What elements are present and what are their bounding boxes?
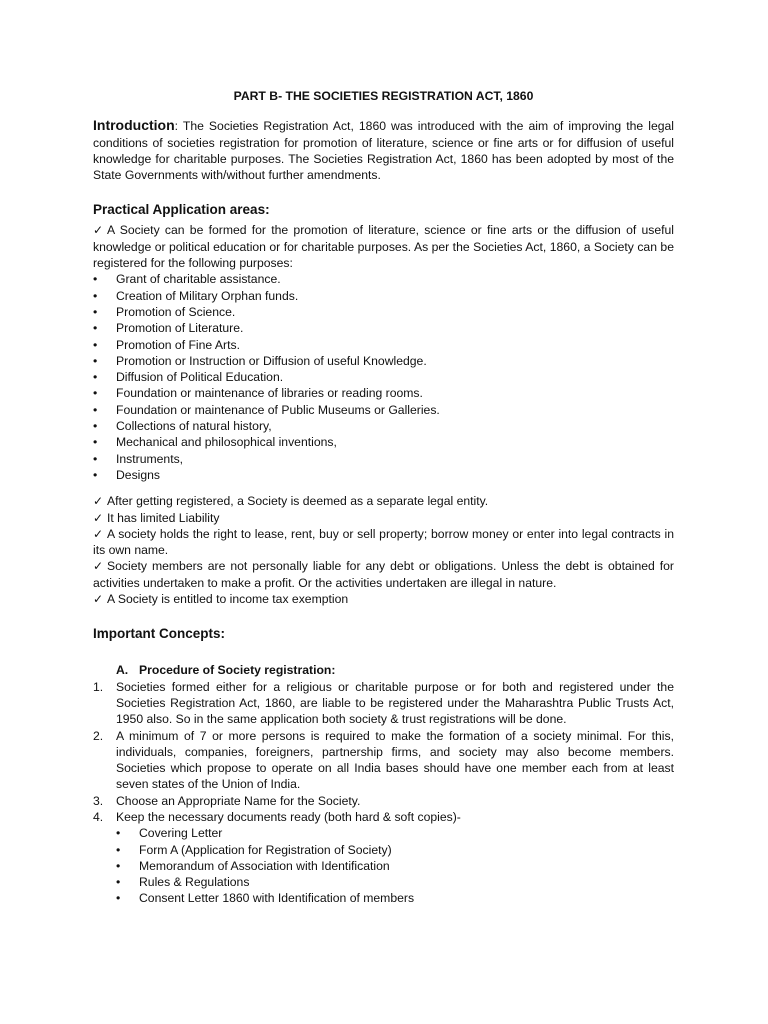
list-item-text: Foundation or maintenance of Public Museums or Galleries. bbox=[116, 402, 440, 417]
step-number: 4. bbox=[93, 809, 104, 824]
checkmark-icon: ✓ bbox=[93, 592, 104, 607]
list-item bbox=[93, 385, 674, 401]
point-item bbox=[93, 558, 674, 591]
list-item-text: Mechanical and philosophical inventions, bbox=[116, 435, 337, 450]
practical-points bbox=[93, 493, 674, 607]
practical-lead-text: A Society can be formed for the promotion of literature, science or fine arts or the diffusion of useful knowledge or political education or for charitable purposes. As per the Societies Act, 1860, a Society can be registered for the following purposes: bbox=[93, 223, 674, 271]
list-item-text: Promotion or Instruction or Diffusion of useful Knowledge. bbox=[116, 353, 427, 368]
practical-heading: Practical Application areas: bbox=[93, 202, 270, 218]
bullet-icon: • bbox=[93, 402, 98, 417]
bullet-icon: • bbox=[116, 875, 121, 890]
list-item-text: Promotion of Science. bbox=[116, 304, 236, 319]
list-item bbox=[93, 825, 674, 841]
point-text: It has limited Liability bbox=[107, 510, 220, 525]
step-text: A minimum of 7 or more persons is required to make the formation of a society minimal. For this, individuals, companies, foreigners, partnership firms, and society may also become members. Societies which propose to operate on all India bases should have one member each from at least seven states of the Union of India. bbox=[116, 728, 674, 792]
list-item-text: Rules & Regulations bbox=[139, 875, 250, 890]
list-item bbox=[93, 728, 674, 793]
list-item-text: Grant of charitable assistance. bbox=[116, 272, 281, 287]
list-item bbox=[93, 288, 674, 304]
point-item bbox=[93, 526, 674, 559]
checkmark-icon: ✓ bbox=[93, 510, 104, 525]
list-item bbox=[93, 842, 674, 858]
bullet-icon: • bbox=[116, 842, 121, 857]
procedure-subheading bbox=[93, 662, 674, 678]
list-item-text: Promotion of Fine Arts. bbox=[116, 337, 240, 352]
intro-heading: Introduction bbox=[93, 117, 175, 134]
list-item-text: Consent Letter 1860 with Identification of members bbox=[139, 891, 415, 906]
checkmark-icon: ✓ bbox=[93, 223, 104, 238]
point-item bbox=[93, 493, 674, 509]
list-item-text: Memorandum of Association with Identification bbox=[139, 858, 390, 873]
checkmark-icon: ✓ bbox=[93, 526, 104, 541]
step-text: Choose an Appropriate Name for the Society. bbox=[116, 793, 361, 808]
point-item bbox=[93, 510, 674, 526]
list-item-text: Creation of Military Orphan funds. bbox=[116, 288, 299, 303]
list-item bbox=[93, 353, 674, 369]
point-text: A society holds the right to lease, rent, buy or sell property; borrow money or enter into legal contracts in its own name. bbox=[93, 526, 674, 558]
point-text: A Society is entitled to income tax exemption bbox=[107, 592, 349, 607]
list-item bbox=[93, 304, 674, 320]
intro-text: : The Societies Registration Act, 1860 was introduced with the aim of improving the legal conditions of societies registration for promotion of literature, science or fine arts or for diffusion of useful knowledge for charitable purposes. The Societies Registration Act, 1860 has been adopted by most of the State Governments with/without further amendments. bbox=[93, 119, 674, 183]
list-item bbox=[93, 809, 674, 825]
step-text: Keep the necessary documents ready (both hard & soft copies)- bbox=[116, 809, 461, 824]
document-title: PART B- THE SOCIETIES REGISTRATION ACT, 1860 bbox=[233, 89, 534, 103]
bullet-icon: • bbox=[93, 272, 98, 287]
step-text: Societies formed either for a religious or charitable purpose or for both and registered under the Societies Registration Act, 1860, are liable to be registered under the Maharashtra Public Trusts Act, 1950 also. So in the same application both society & trust registrations will be done. bbox=[116, 679, 674, 727]
list-item-text: Instruments, bbox=[116, 451, 184, 466]
bullet-icon: • bbox=[93, 370, 98, 385]
list-item bbox=[93, 451, 674, 467]
documents-list bbox=[93, 825, 674, 906]
list-item bbox=[93, 271, 674, 287]
intro-paragraph bbox=[93, 117, 674, 183]
bullet-icon: • bbox=[93, 321, 98, 336]
point-text: After getting registered, a Society is deemed as a separate legal entity. bbox=[107, 494, 489, 509]
bullet-icon: • bbox=[116, 826, 121, 841]
list-item bbox=[93, 418, 674, 434]
list-item-text: Collections of natural history, bbox=[116, 419, 272, 434]
list-item bbox=[93, 874, 674, 890]
list-item bbox=[93, 467, 674, 483]
checkmark-icon: ✓ bbox=[93, 494, 104, 509]
step-number: 2. bbox=[93, 728, 104, 743]
list-item-text: Form A (Application for Registration of Society) bbox=[139, 842, 392, 857]
step-number: 3. bbox=[93, 793, 104, 808]
list-item-text: Foundation or maintenance of libraries or reading rooms. bbox=[116, 386, 423, 401]
bullet-icon: • bbox=[93, 435, 98, 450]
bullet-icon: • bbox=[93, 304, 98, 319]
bullet-icon: • bbox=[93, 419, 98, 434]
list-item bbox=[93, 320, 674, 336]
bullet-icon: • bbox=[93, 288, 98, 303]
bullet-icon: • bbox=[93, 337, 98, 352]
checkmark-icon: ✓ bbox=[93, 559, 104, 574]
subheading-letter: A. bbox=[116, 663, 129, 678]
list-item bbox=[93, 402, 674, 418]
concepts-heading: Important Concepts: bbox=[93, 626, 226, 642]
list-item-text: Covering Letter bbox=[139, 826, 223, 841]
procedure-steps bbox=[93, 679, 674, 826]
practical-lead bbox=[93, 222, 674, 271]
list-item bbox=[93, 434, 674, 450]
subheading-text: Procedure of Society registration: bbox=[139, 663, 336, 678]
bullet-icon: • bbox=[93, 451, 98, 466]
list-item bbox=[93, 793, 674, 809]
step-number: 1. bbox=[93, 679, 104, 694]
bullet-icon: • bbox=[116, 858, 121, 873]
list-item bbox=[93, 337, 674, 353]
point-text: Society members are not personally liable for any debt or obligations. Unless the debt is obtained for activities undertaken to make a profit. Or the activities undertaken are illegal in nature. bbox=[93, 559, 674, 590]
purposes-list bbox=[93, 271, 674, 483]
list-item bbox=[93, 858, 674, 874]
document-body bbox=[93, 88, 674, 907]
bullet-icon: • bbox=[93, 467, 98, 482]
bullet-icon: • bbox=[116, 891, 121, 906]
list-item bbox=[93, 679, 674, 728]
list-item-text: Designs bbox=[116, 467, 161, 482]
bullet-icon: • bbox=[93, 353, 98, 368]
bullet-icon: • bbox=[93, 386, 98, 401]
point-item bbox=[93, 591, 674, 607]
list-item-text: Diffusion of Political Education. bbox=[116, 370, 284, 385]
list-item bbox=[93, 369, 674, 385]
list-item bbox=[93, 890, 674, 906]
list-item-text: Promotion of Literature. bbox=[116, 321, 244, 336]
